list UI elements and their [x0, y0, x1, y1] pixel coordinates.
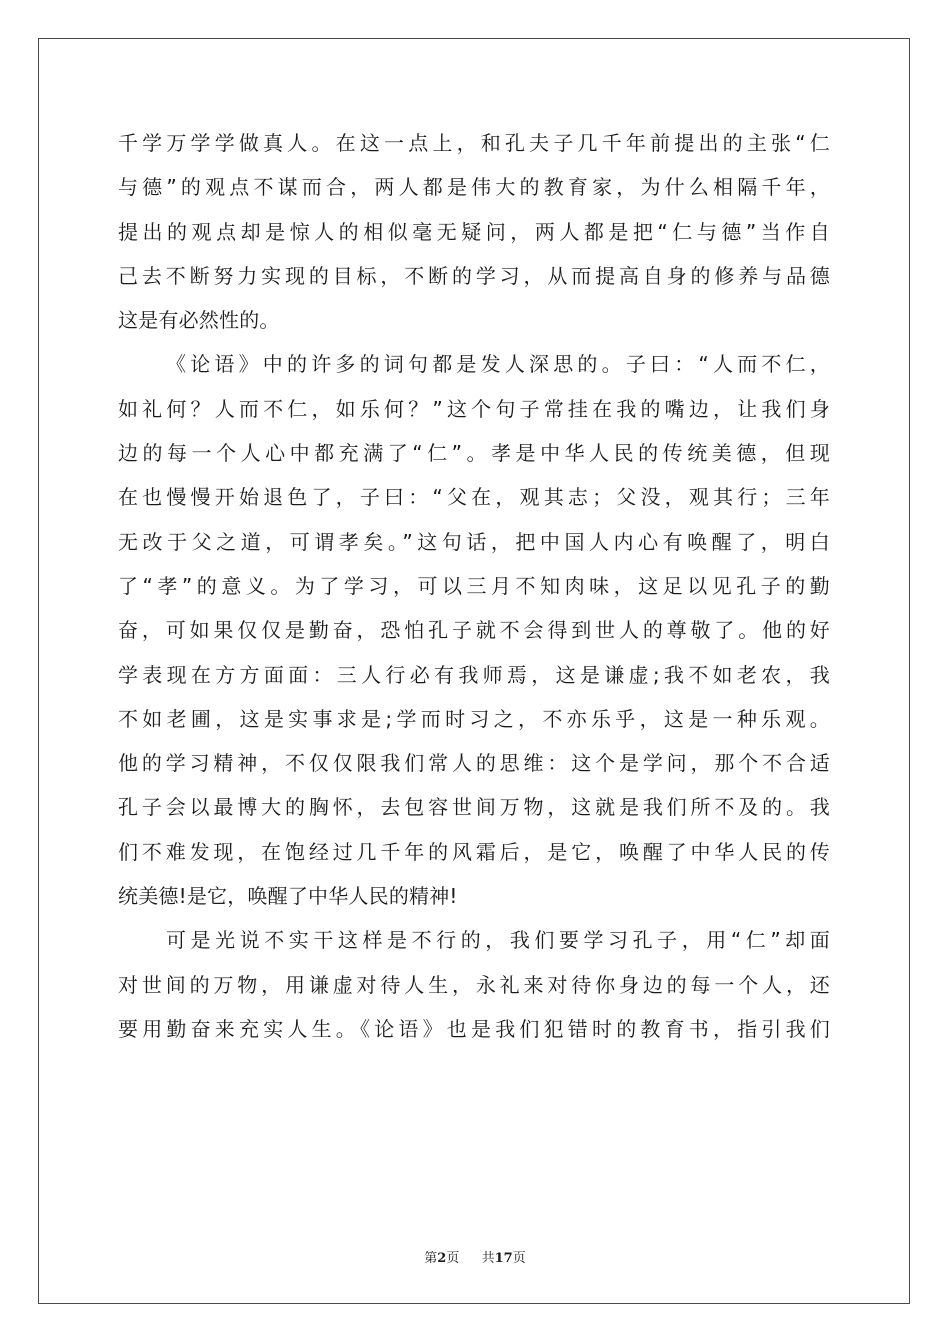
text-line: 与德”的观点不谋而合，两人都是伟大的教育家，为什么相隔千年，: [118, 175, 830, 200]
document-body: [118, 121, 830, 1051]
total-prefix: 共: [481, 1251, 495, 1266]
text-line: 己去不断努力实现的目标，不断的学习，从而提高自身的修养与品德: [118, 263, 830, 288]
paragraph-1: [118, 121, 830, 342]
text-line: 无改于父之道，可谓孝矣。”这句话，把中国人内心有唤醒了，明白: [118, 529, 830, 554]
text-line: 《论语》中的许多的词句都是发人深思的。子曰：“人而不仁，: [166, 352, 830, 377]
page-number: 2: [437, 1251, 447, 1266]
text-line: 千学万学学做真人。在这一点上，和孔夫子几千年前提出的主张“仁: [118, 131, 830, 155]
text-line: 孔子会以最博大的胸怀，去包容世间万物，这就是我们所不及的。我: [118, 795, 830, 820]
paragraph-3: [118, 918, 830, 1051]
text-line: 提出的观点却是惊人的相似毫无疑问，两人都是把“仁与德”当作自: [118, 219, 830, 244]
text-line: 了“孝”的意义。为了学习，可以三月不知肉味，这足以见孔子的勤: [118, 573, 830, 598]
page-suffix: 页: [446, 1251, 460, 1266]
text-line: 这是有必然性的。: [118, 308, 280, 333]
text-line: 对世间的万物，用谦虚对待人生，永礼来对待你身边的每一个人，还: [118, 972, 830, 997]
text-line: 边的每一个人心中都充满了“仁”。孝是中华人民的传统美德，但现: [118, 441, 830, 466]
page-footer: [0, 1247, 950, 1266]
text-line: 们不难发现，在饱经过几千年的风霜后，是它，唤醒了中华人民的传: [118, 839, 830, 864]
text-line: 要用勤奋来充实人生。《论语》也是我们犯错时的教育书，指引我们: [118, 1016, 830, 1041]
text-line: 不如老圃，这是实事求是;学而时习之，不亦乐乎，这是一种乐观。: [118, 706, 830, 731]
text-line: 奋，可如果仅仅是勤奋，恐怕孔子就不会得到世人的尊敬了。他的好: [118, 618, 830, 643]
text-line: 他的学习精神，不仅仅限我们常人的思维：这个是学问，那个不合适: [118, 751, 830, 776]
paragraph-2: [118, 342, 830, 918]
page-prefix: 第: [424, 1251, 438, 1266]
text-line: 统美德!是它，唤醒了中华人民的精神!: [118, 884, 458, 909]
total-indicator: [482, 1247, 526, 1266]
text-line: 可是光说不实干这样是不行的，我们要学习孔子，用“仁”却面: [166, 928, 830, 953]
text-line: 在也慢慢开始退色了，子曰：“父在，观其志；父没，观其行；三年: [118, 485, 830, 510]
total-suffix: 页: [512, 1251, 526, 1266]
text-line: 学表现在方方面面：三人行必有我师焉，这是谦虚;我不如老农，我: [118, 662, 830, 687]
text-line: 如礼何？人而不仁，如乐何？”这个句子常挂在我的嘴边，让我们身: [118, 396, 830, 421]
page-indicator: [424, 1247, 459, 1266]
total-pages: 17: [494, 1251, 513, 1266]
